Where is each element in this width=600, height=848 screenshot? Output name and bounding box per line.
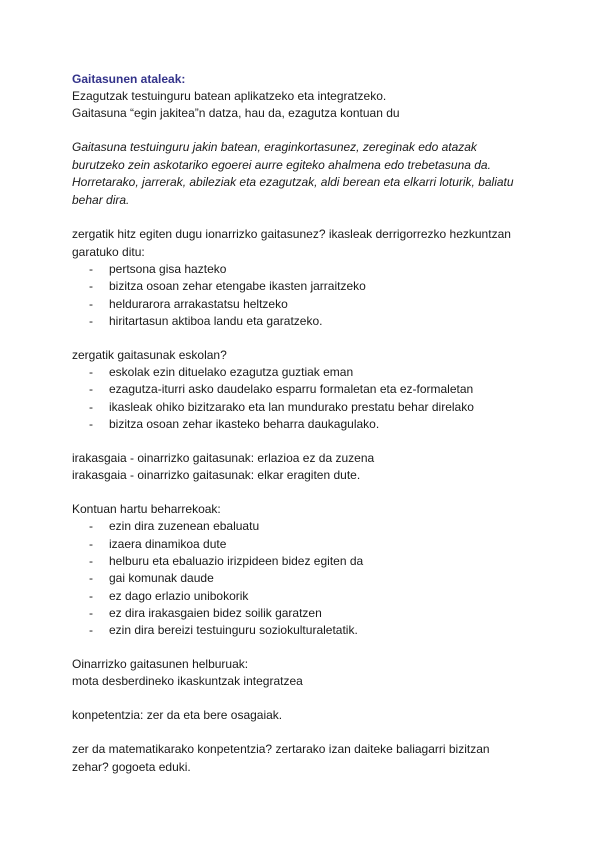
dash-bullet: - xyxy=(89,605,93,620)
goals-text: mota desberdineko ikaskuntzak integratzea xyxy=(72,674,303,689)
list-item: - pertsona gisa hazteko xyxy=(72,261,532,278)
list-item: - ezin dira bereizi testuinguru soziokulturaletatik. xyxy=(72,622,532,639)
dash-bullet: - xyxy=(89,553,93,568)
dash-bullet: - xyxy=(89,382,93,397)
list-item: - bizitza osoan zehar ikasteko beharra daukagulako. xyxy=(72,416,532,433)
why-competences-question: zergatik hitz egiten dugu ionarrizko gaitasunez? ikasleak derrigorrezko hezkuntzan garatuko ditu: xyxy=(72,227,511,259)
dash-bullet: - xyxy=(89,588,93,603)
list-item: - izaera dinamikoa dute xyxy=(72,536,532,553)
definition-paragraph: Gaitasuna testuinguru jakin batean, eraginkortasunez, zereginak edo atazak burutzeko zein askotariko egoerei aurre egiteko ahalmena edo trebetasuna da. Horretarako, jarrerak, abileziak eta ezagutzak, aldi berean eta elkarri loturik, baliatu behar dira. xyxy=(72,140,514,207)
intro-line-2: Gaitasuna “egin jakitea”n datza, hau da, ezagutza kontuan du xyxy=(72,106,400,120)
math-question: zer da matematikarako konpetentzia? zertarako izan daiteke baliagarri bizitzan zehar? gogoeta eduki. xyxy=(72,742,490,774)
list-item: - ez dira irakasgaien bidez soilik garatzen xyxy=(72,605,532,622)
dash-bullet: - xyxy=(89,399,93,414)
list-item: - eskolak ezin dituelako ezagutza guztiak eman xyxy=(72,364,532,381)
dash-bullet: - xyxy=(89,279,93,294)
spacer xyxy=(72,724,532,741)
dash-bullet: - xyxy=(89,571,93,586)
list-item: - helburu eta ebaluazio irizpideen bidez egiten da xyxy=(72,553,532,570)
list-item: - ezin dira zuzenean ebaluatu xyxy=(72,518,532,535)
dash-bullet: - xyxy=(89,296,93,311)
spacer xyxy=(72,122,532,139)
goals-heading: Oinarrizko gaitasunen helburuak: xyxy=(72,657,249,672)
dash-bullet: - xyxy=(89,417,93,432)
spacer xyxy=(72,484,532,501)
dash-bullet: - xyxy=(89,536,93,551)
list-item: - ez dago erlazio unibokorik xyxy=(72,588,532,605)
dash-bullet: - xyxy=(89,365,93,380)
intro-line-1: Ezagutzak testuinguru batean aplikatzeko eta integratzeko. xyxy=(72,89,387,103)
section-title: Gaitasunen ataleak: xyxy=(72,72,186,86)
relation-line-2: irakasgaia - oinarrizko gaitasunak: elkar eragiten dute. xyxy=(72,468,361,483)
dash-bullet: - xyxy=(89,262,93,276)
list-item: - gai komunak daude xyxy=(72,570,532,587)
list-item: - hiritartasun aktiboa landu eta garatzeko. xyxy=(72,313,532,330)
spacer xyxy=(72,639,532,656)
list-item: - ezagutza-iturri asko daudelako esparru formaletan eta ez-formaletan xyxy=(72,381,532,398)
list-item: - bizitza osoan zehar etengabe ikasten jarraitzeko xyxy=(72,278,532,295)
spacer xyxy=(72,209,532,226)
spacer xyxy=(72,690,532,707)
spacer xyxy=(72,330,532,347)
relation-line-1: irakasgaia - oinarrizko gaitasunak: erlazioa ez da zuzena xyxy=(72,451,375,466)
list-item: - heldurarora arrakastatsu heltzeko xyxy=(72,296,532,313)
list-item: - ikasleak ohiko bizitzarako eta lan mundurako prestatu behar direlako xyxy=(72,399,532,416)
document-page xyxy=(72,71,532,776)
why-school-question: zergatik gaitasunak eskolan? xyxy=(72,348,227,363)
spacer xyxy=(72,433,532,450)
considerations-list xyxy=(72,518,532,639)
dash-bullet: - xyxy=(89,313,93,328)
dash-bullet: - xyxy=(89,623,93,638)
why-school-list xyxy=(72,364,532,433)
dash-bullet: - xyxy=(89,519,93,534)
considerations-heading: Kontuan hartu beharrekoak: xyxy=(72,502,221,517)
competence-line: konpetentzia: zer da eta bere osagaiak. xyxy=(72,708,283,723)
why-competences-list xyxy=(72,261,532,330)
